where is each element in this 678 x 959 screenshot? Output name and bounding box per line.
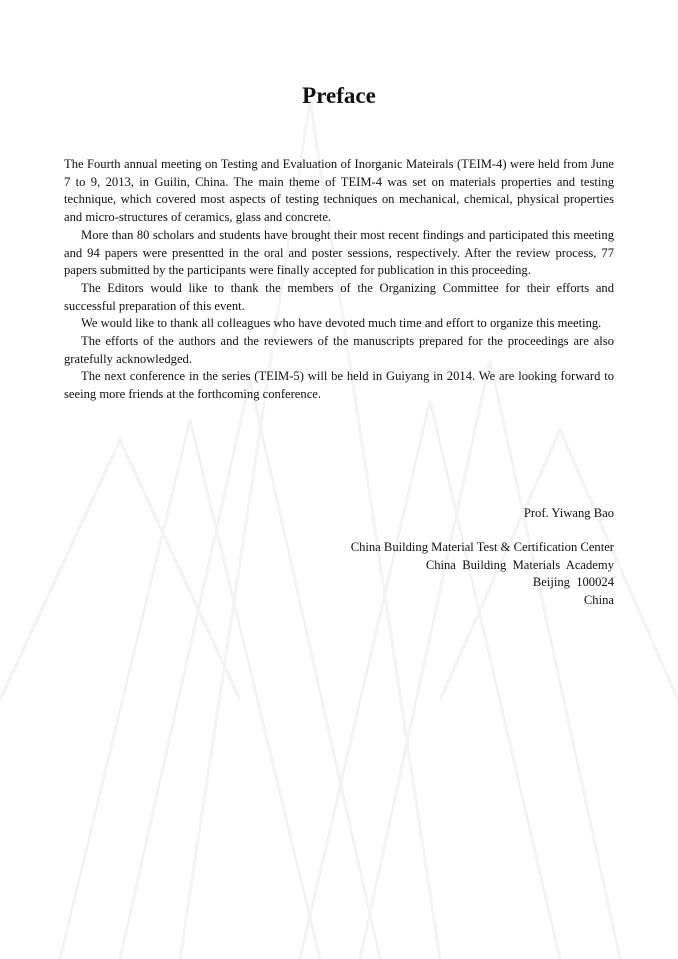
page-title: Preface — [302, 83, 376, 108]
signatory-organization: China Building Material Test & Certification Center — [350, 540, 614, 555]
signature-block — [280, 505, 614, 609]
signatory-name: Prof. Yiwang Bao — [523, 506, 614, 520]
signatory-academy: China Building Materials Academy — [425, 557, 614, 572]
paragraph-committee-thanks: The Editors would like to thank the members of the Organizing Committee for their efforts and successful preparation of this event. — [64, 280, 614, 313]
signatory-country: China — [583, 592, 614, 607]
paragraph-next-conference: The next conference in the series (TEIM-5) will be held in Guiyang in 2014. We are looking forward to seeing more friends at the forthcoming conference. — [64, 369, 614, 402]
paragraph-intro: The Fourth annual meeting on Testing and Evaluation of Inorganic Mateirals (TEIM-4) were held from June 7 to 9, 2013, in Guilin, China. The main theme of TEIM-4 was set on materials properties and testing technique, which covered most aspects of testing techniques on mechanical, chemical, physical properties and micro-structures of ceramics, glass and concrete. — [64, 157, 614, 225]
paragraph-colleagues-thanks: We would like to thank all colleagues who have devoted much time and effort to organize this meeting. — [81, 316, 602, 331]
paragraph-participation: More than 80 scholars and students have brought their most recent findings and participated this meeting and 94 papers were presentted in the oral and poster sessions, respectively. After the review process, 77 papers submitted by the participants were finally accepted for publication in this proceeding. — [64, 227, 614, 278]
preface-body — [64, 156, 614, 404]
paragraph-authors-thanks: The efforts of the authors and the reviewers of the manuscripts prepared for the proceedings are also gratefully acknowledged. — [64, 334, 614, 366]
signatory-city: Beijing 100024 — [532, 575, 614, 590]
